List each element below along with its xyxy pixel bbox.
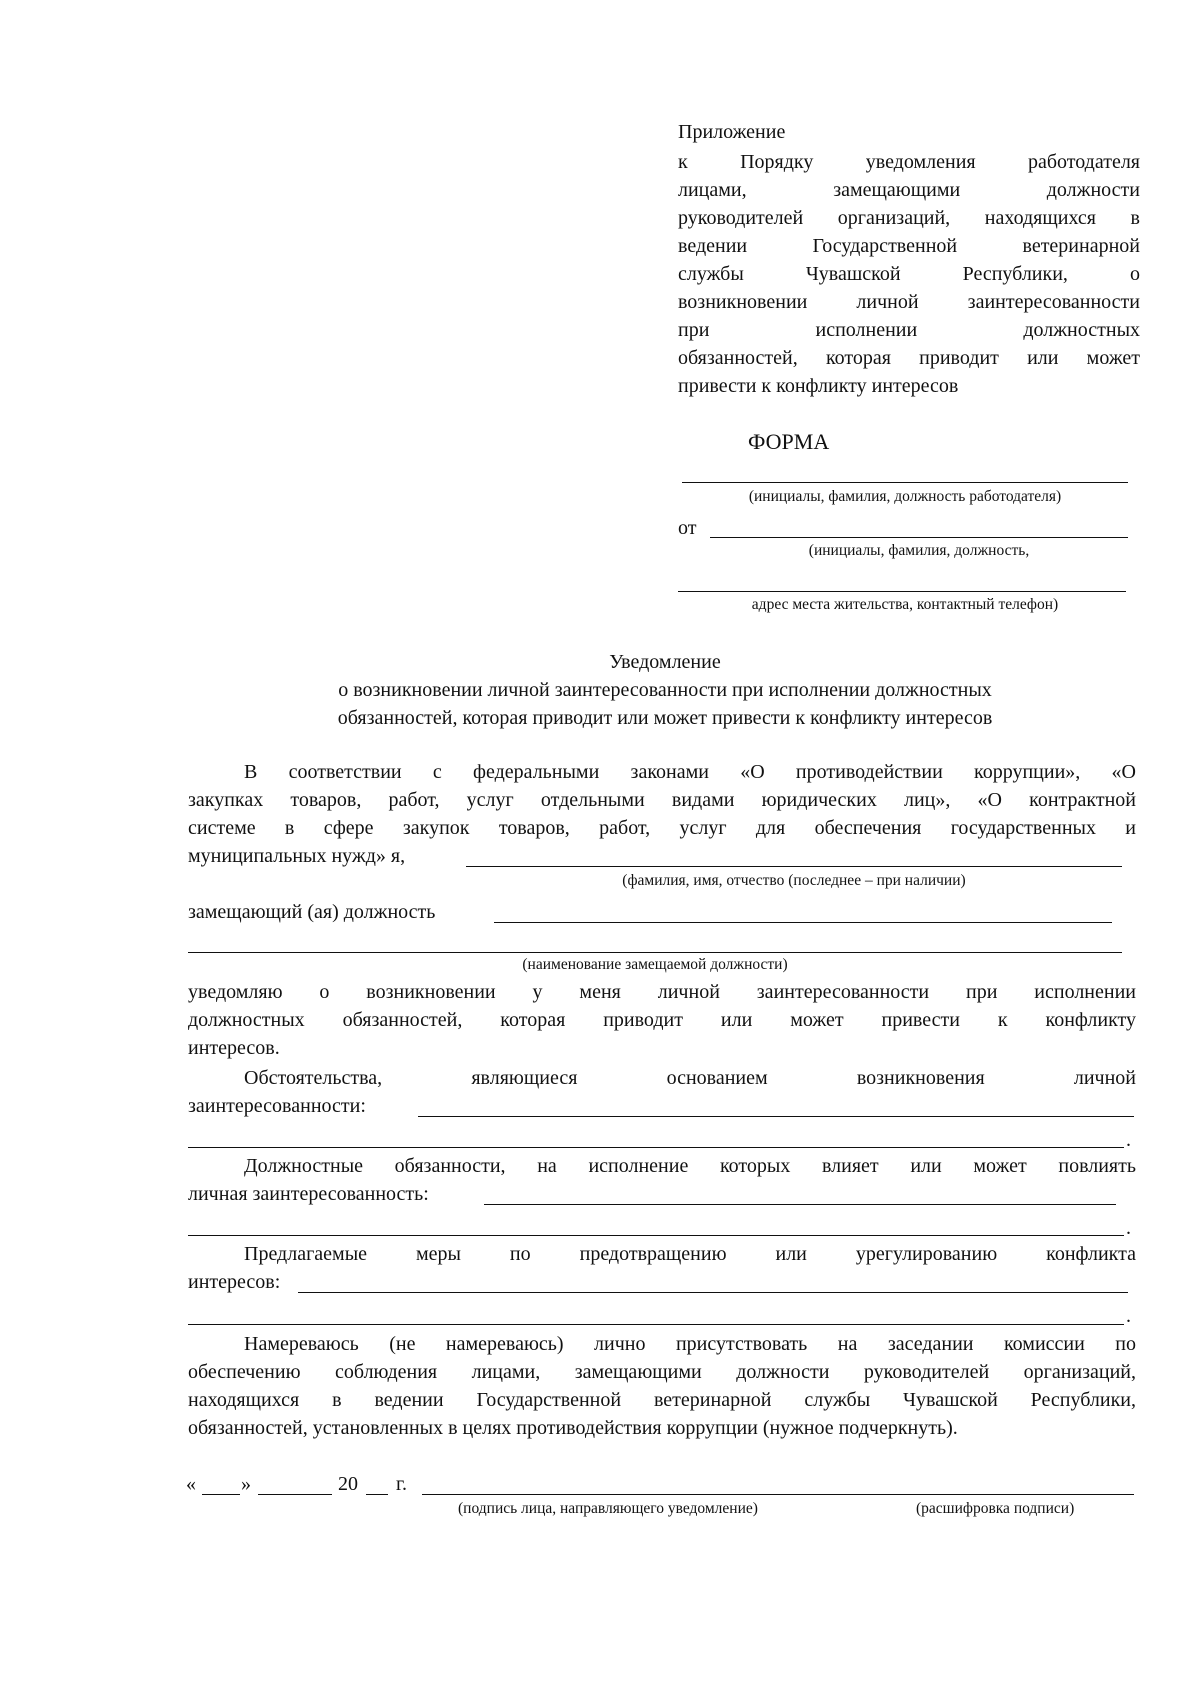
position-caption: (наименование замещаемой должности) xyxy=(522,956,788,973)
notice-title: Уведомление xyxy=(609,651,721,673)
year-prefix: 20 xyxy=(338,1473,358,1495)
date-quote-open: « xyxy=(186,1473,196,1495)
appendix-line: к Порядку уведомления работодателя xyxy=(678,151,1140,173)
notice-subtitle: о возникновении личной заинтересованности при исполнении должностных xyxy=(338,679,992,701)
full-name-line[interactable] xyxy=(466,866,1122,867)
intent-line: обеспечению соблюдения лицами, замещающими должности руководителей организаций, xyxy=(188,1361,1136,1383)
appendix-line: обязанностей, которая приводит или может xyxy=(678,347,1140,369)
duties-field-2[interactable] xyxy=(188,1235,1124,1236)
address-line[interactable] xyxy=(678,591,1126,592)
measures-line: Предлагаемые меры по предотвращению или урегулированию конфликта xyxy=(244,1243,1136,1265)
sender-line[interactable] xyxy=(710,537,1128,538)
period: . xyxy=(1126,1129,1131,1151)
appendix-line: при исполнении должностных xyxy=(678,319,1140,341)
intent-line: Намереваюсь (не намереваюсь) лично присутствовать на заседании комиссии по xyxy=(244,1333,1136,1355)
day-field[interactable] xyxy=(202,1494,240,1495)
body-line: уведомляю о возникновении у меня личной заинтересованности при исполнении xyxy=(188,981,1136,1003)
name-caption: (фамилия, имя, отчество (последнее – при наличии) xyxy=(622,872,966,889)
decoding-caption: (расшифровка подписи) xyxy=(916,1500,1075,1517)
signature-caption: (подпись лица, направляющего уведомление) xyxy=(458,1500,758,1517)
appendix-line: руководителей организаций, находящихся в xyxy=(678,207,1140,229)
body-line: должностных обязанностей, которая приводит или может привести к конфликту xyxy=(188,1009,1136,1031)
employer-line[interactable] xyxy=(682,482,1128,483)
position-line-2[interactable] xyxy=(188,952,1122,953)
signature-line[interactable] xyxy=(422,1494,1134,1495)
year-suffix: г. xyxy=(396,1473,407,1495)
body-line: системе в сфере закупок товаров, работ, услуг для обеспечения государственных и xyxy=(188,817,1136,839)
appendix-line: службы Чувашской Республики, о xyxy=(678,263,1140,285)
circumstances-field-2[interactable] xyxy=(188,1147,1124,1148)
notice-subtitle: обязанностей, которая приводит или может привести к конфликту интересов xyxy=(337,707,993,729)
date-quote-close: » xyxy=(241,1473,251,1495)
year-field[interactable] xyxy=(366,1494,388,1495)
appendix-title: Приложение xyxy=(678,121,786,143)
circumstances-label: заинтересованности: xyxy=(188,1095,366,1117)
position-line[interactable] xyxy=(494,922,1112,923)
appendix-line: привести к конфликту интересов xyxy=(678,375,959,397)
position-label: замещающий (ая) должность xyxy=(188,901,436,923)
body-line: муниципальных нужд» я, xyxy=(188,845,406,867)
measures-field-2[interactable] xyxy=(188,1324,1124,1325)
from-label: от xyxy=(678,517,697,539)
duties-line: Должностные обязанности, на исполнение которых влияет или может повлиять xyxy=(244,1155,1136,1177)
measures-field[interactable] xyxy=(298,1292,1128,1293)
employer-caption: (инициалы, фамилия, должность работодателя) xyxy=(748,488,1062,505)
circumstances-field[interactable] xyxy=(418,1116,1134,1117)
month-field[interactable] xyxy=(258,1494,332,1495)
address-caption: адрес места жительства, контактный телефон) xyxy=(751,596,1059,613)
period: . xyxy=(1126,1217,1131,1239)
body-line: интересов. xyxy=(188,1037,280,1059)
body-line: закупках товаров, работ, услуг отдельными видами юридических лиц», «О контрактной xyxy=(188,789,1136,811)
intent-line: находящихся в ведении Государственной ветеринарной службы Чувашской Республики, xyxy=(188,1389,1136,1411)
intent-line: обязанностей, установленных в целях противодействия коррупции (нужное подчеркнуть). xyxy=(188,1417,958,1439)
appendix-line: лицами, замещающими должности xyxy=(678,179,1140,201)
appendix-line: возникновении личной заинтересованности xyxy=(678,291,1140,313)
appendix-text xyxy=(678,148,1140,400)
circumstances-line: Обстоятельства, являющиеся основанием возникновения личной xyxy=(244,1067,1136,1089)
body-line: В соответствии с федеральными законами «О противодействии коррупции», «О xyxy=(244,761,1136,783)
duties-field[interactable] xyxy=(484,1204,1116,1205)
sender-caption: (инициалы, фамилия, должность, xyxy=(808,542,1030,559)
duties-label: личная заинтересованность: xyxy=(188,1183,429,1205)
measures-label: интересов: xyxy=(188,1271,281,1293)
form-label: ФОРМА xyxy=(748,429,830,454)
appendix-line: ведении Государственной ветеринарной xyxy=(678,235,1140,257)
period: . xyxy=(1126,1305,1131,1327)
